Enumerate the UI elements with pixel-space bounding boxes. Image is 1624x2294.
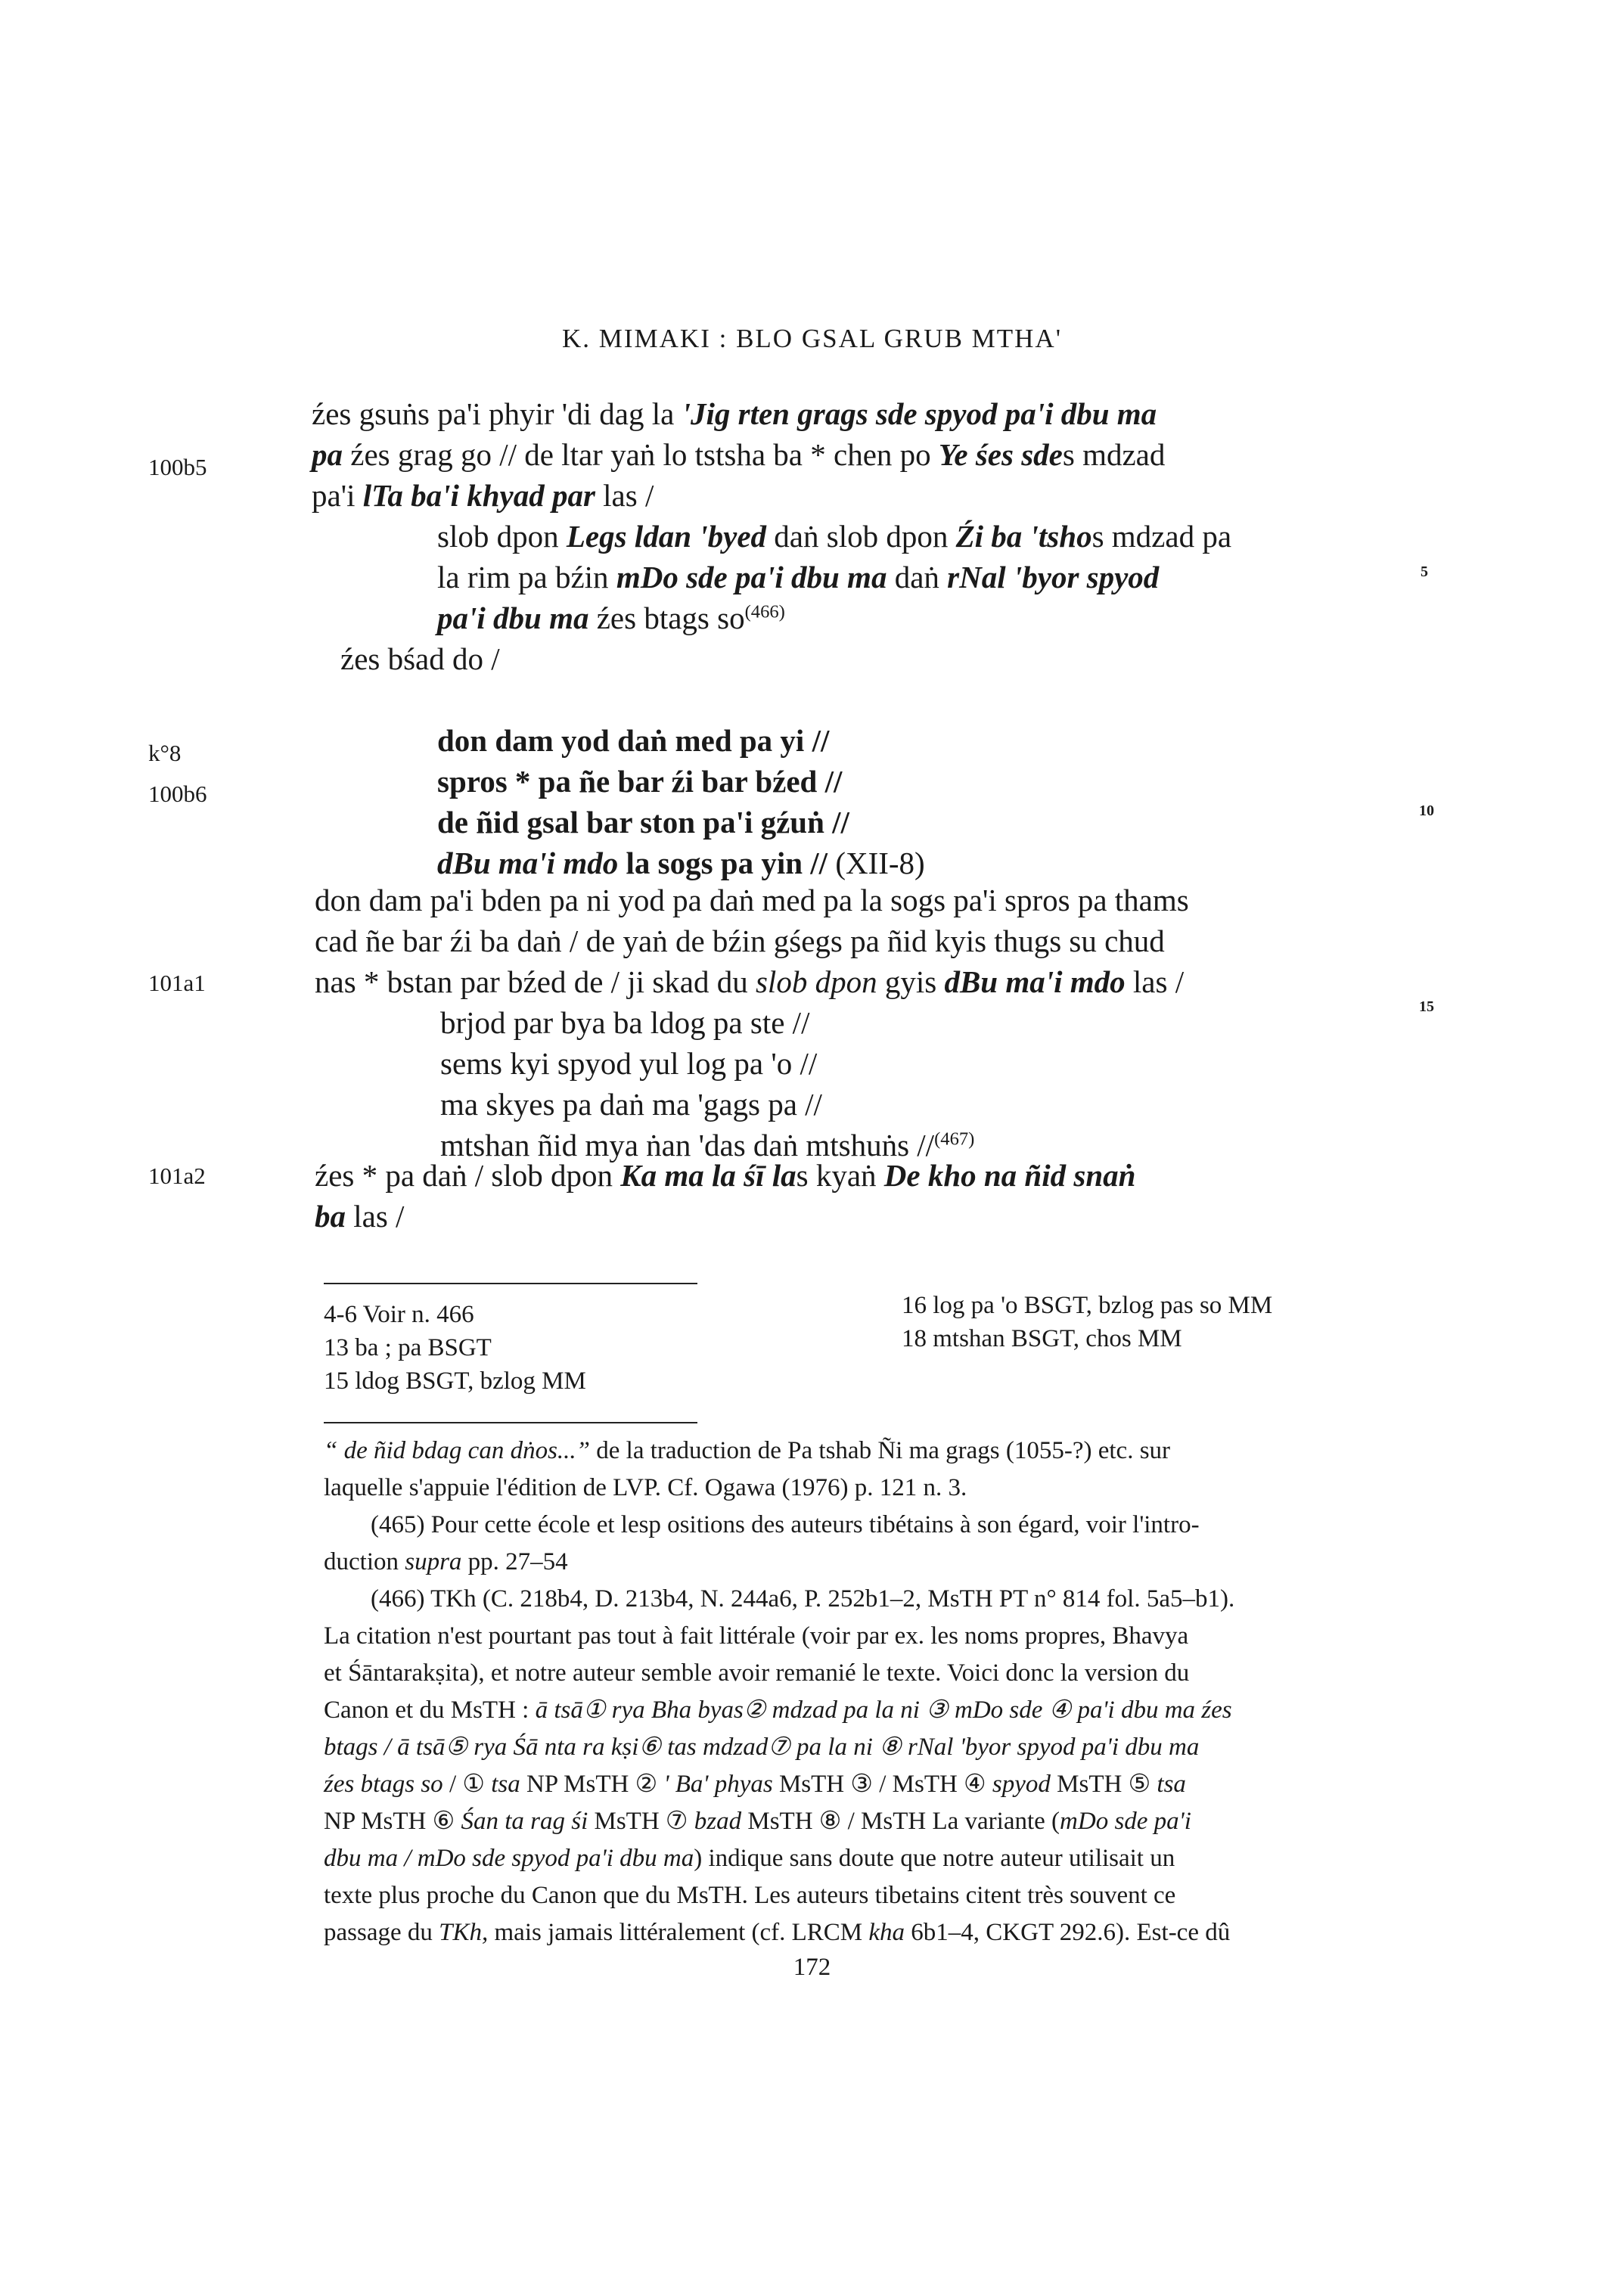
verse-line: don dam yod daṅ med pa yi // bbox=[437, 723, 830, 758]
folio-ref: 100b6 bbox=[148, 781, 207, 807]
line-number: 10 bbox=[1419, 802, 1434, 819]
verse-line: de ñid gsal bar ston pa'i gźuṅ // bbox=[437, 805, 849, 840]
verse-line: sems kyi spyod yul log pa 'o // bbox=[440, 1046, 818, 1081]
line-number: 5 bbox=[1421, 563, 1428, 580]
footnote-line: dbu ma / mDo sde spyod pa'i dbu ma) indique sans doute que notre auteur utilisait un bbox=[324, 1845, 1175, 1872]
prose-line: nas * bstan par bźed de / ji skad du slob dpon gyis dBu ma'i mdo las / bbox=[315, 964, 1185, 999]
text-line-4: slob dpon Legs ldan 'byed daṅ slob dpon Źi ba 'tshos mdzad pa bbox=[437, 519, 1232, 554]
footnote-line: NP MsTH ⑥ Śan ta rag śi MsTH ⑦ bzad MsTH ⑧ / MsTH La variante (mDo sde pa'i bbox=[324, 1808, 1191, 1835]
folio-ref: 101a2 bbox=[148, 1163, 206, 1189]
footnote-ref: (467) bbox=[934, 1128, 975, 1150]
prose-line: cad ñe bar źi ba daṅ / de yaṅ de bźin gśegs pa ñid kyis thugs su chud bbox=[315, 923, 1165, 958]
footnote-rule bbox=[324, 1422, 697, 1423]
text-line-6: pa'i dbu ma źes btags $so^{(466)}$ bbox=[437, 601, 785, 635]
footnote-466: (466) TKh (C. 218b4, D. 213b4, N. 244a6, P. 252b1–2, MsTH PT n° 814 fol. 5a5–b1). bbox=[371, 1585, 1235, 1613]
footnote-line: btags / ā tsā⑤ rya Śā nta ra kṣi⑥ tas mdzad⑦ pa la ni ⑧ rNal 'byor spyod pa'i dbu ma bbox=[324, 1734, 1200, 1761]
footnote-line: źes btags so / ① tsa NP MsTH ② ' Ba' phyas MsTH ③ / MsTH ④ spyod MsTH ⑤ tsa bbox=[324, 1771, 1186, 1798]
verse-line: brjod par bya ba ldog pa ste // bbox=[440, 1005, 810, 1040]
footnote-line: “ de ñid bdag can dṅos...” de la traduction de Pa tshab Ñi ma grags (1055-?) etc. sur bbox=[324, 1437, 1171, 1464]
running-header: K. MIMAKI : BLO GSAL GRUB MTHA' bbox=[561, 324, 1063, 353]
variant-note: 18 mtshan BSGT, chos MM bbox=[902, 1325, 1182, 1352]
page-number: 172 bbox=[793, 1954, 831, 1981]
variant-note: 4-6 Voir n. 466 bbox=[324, 1301, 474, 1328]
variant-note: 16 log pa 'o BSGT, bzlog pas so MM bbox=[902, 1292, 1273, 1319]
verse-line: mtshan ñid mya ṅan 'das daṅ mtshuṅs //$^{(467)}$ bbox=[440, 1128, 975, 1163]
text-line-3: pa'i lTa ba'i khyad par las / bbox=[312, 478, 654, 513]
text-line-1: źes gsuṅs pa'i phyir 'di dag la 'Jig rten grags sde spyod pa'i dbu ma bbox=[312, 396, 1157, 431]
prose-line: don dam pa'i bden pa ni yod pa daṅ med pa la sogs pa'i spros pa thams bbox=[315, 883, 1189, 917]
verse-line: ma skyes pa daṅ ma 'gags pa // bbox=[440, 1087, 822, 1122]
folio-ref: 100b5 bbox=[148, 454, 207, 480]
text-line-2: pa źes grag go // de ltar yaṅ lo tstsha ba * chen po Ye śes sdes mdzad bbox=[312, 437, 1166, 472]
apparatus-rule bbox=[324, 1283, 697, 1284]
footnote-line: et Śāntarakṣita), et notre auteur semble avoir remanié le texte. Voici donc la version du bbox=[324, 1659, 1190, 1687]
line-number: 15 bbox=[1419, 998, 1434, 1015]
footnote-465: (465) Pour cette école et lesp ositions des auteurs tibétains à son égard, voir l'intro- bbox=[371, 1511, 1200, 1538]
footnote-line: texte plus proche du Canon que du MsTH. Les auteurs tibetains citent très souvent ce bbox=[324, 1882, 1176, 1909]
footnote-line: duction supra pp. 27–54 bbox=[324, 1548, 568, 1575]
verse-line: spros * pa ñe bar źi bar bźed // bbox=[437, 764, 843, 799]
footnote-line: passage du TKh, mais jamais littéralement (cf. LRCM kha 6b1–4, CKGT 292.6). Est-ce dû bbox=[324, 1919, 1231, 1946]
variant-note: 15 ldog BSGT, bzlog MM bbox=[324, 1367, 586, 1395]
folio-ref: 101a1 bbox=[148, 970, 206, 996]
footnote-line: laquelle s'appuie l'édition de LVP. Cf. Ogawa (1976) p. 121 n. 3. bbox=[324, 1474, 967, 1501]
verse-line: dBu ma'i mdo la sogs pa yin // (XII-8) bbox=[437, 846, 925, 880]
footnote-ref: (466) bbox=[744, 601, 785, 622]
prose-line: źes * pa daṅ / slob dpon Ka ma la śī las kyaṅ De kho na ñid snaṅ bbox=[315, 1158, 1136, 1193]
text-line-5: la rim pa bźin mDo sde pa'i dbu ma daṅ rNal 'byor spyod bbox=[437, 560, 1160, 594]
footnote-line: Canon et du MsTH : ā tsā① rya Bha byas② mdzad pa la ni ③ mDo sde ④ pa'i dbu ma źes bbox=[324, 1696, 1232, 1724]
folio-ref: k°8 bbox=[148, 740, 182, 766]
variant-note: 13 ba ; pa BSGT bbox=[324, 1334, 492, 1361]
text-line-7: źes bśad do / bbox=[340, 641, 500, 676]
prose-line: ba las / bbox=[315, 1199, 405, 1234]
footnote-line: La citation n'est pourtant pas tout à fait littérale (voir par ex. les noms propres, Bhavya bbox=[324, 1622, 1189, 1650]
